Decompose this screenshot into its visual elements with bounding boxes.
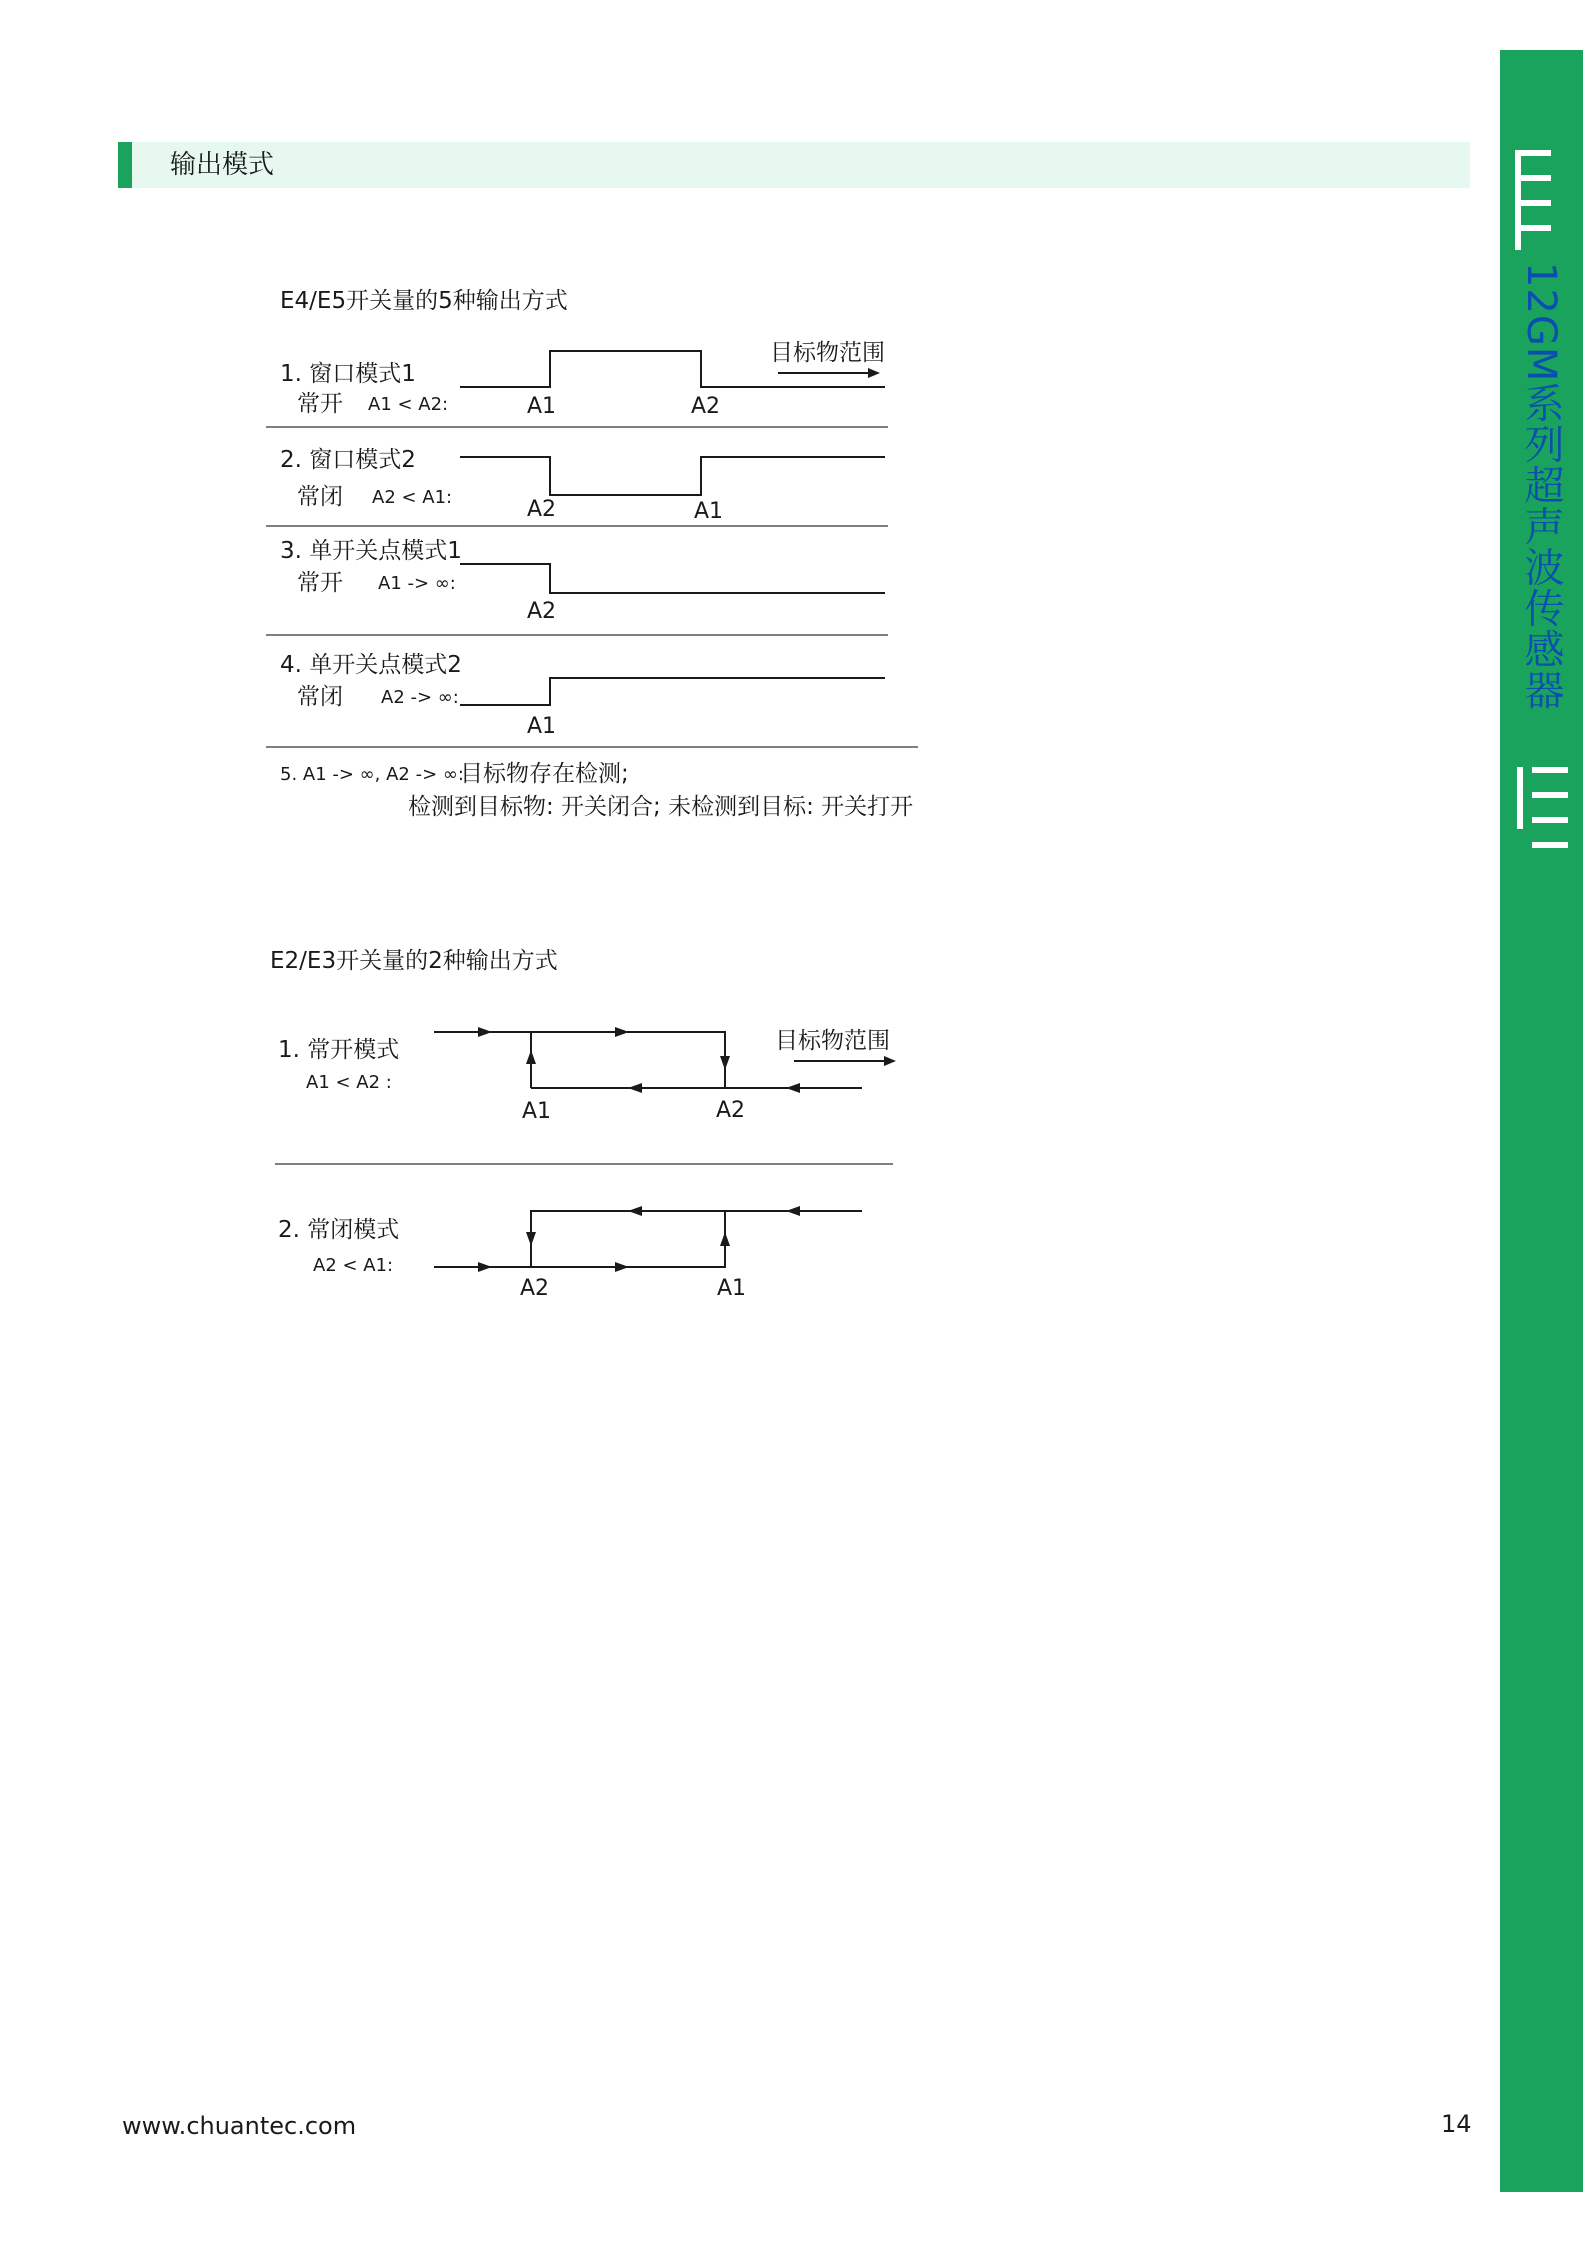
e45-mode4-label: 4. 单开关点模式2 [280,652,462,678]
e45-mode5-desc2: 检测到目标物: 开关闭合; 未检测到目标: 开关打开 [408,794,914,820]
e45-mode4-waveform [460,678,885,705]
side-bars-top-icon [1512,145,1572,255]
e45-mode4-state: 常闭 [297,684,343,710]
e45-mode4-cond: A2 -> ∞: [381,687,459,708]
e45-mode3-p1: A2 [527,599,557,624]
e23-title: E2/E3开关量的2种输出方式 [270,948,558,974]
e45-mode2-state: 常闭 [297,484,343,510]
e23-mode2-cond: A2 < A1: [313,1255,394,1276]
footer-url[interactable]: www.chuantec.com [122,2112,357,2140]
e45-mode3-waveform [460,564,885,593]
e23-mode1-arrows [478,1027,800,1093]
e45-mode1-p2: A2 [691,394,721,419]
side-bars-bottom-icon [1512,762,1572,872]
e45-mode1-state: 常开 [297,391,343,417]
e45-title: E4/E5开关量的5种输出方式 [280,288,568,314]
e45-mode4-p1: A1 [527,714,557,739]
e23-mode1-p1: A1 [522,1099,552,1124]
e45-mode3-cond: A1 -> ∞: [378,573,456,594]
e23-mode1-p2: A2 [716,1098,746,1123]
e23-mode2-p2: A1 [717,1276,747,1301]
e23-target-arrowhead [884,1056,896,1066]
e23-mode1-label: 1. 常开模式 [278,1037,400,1063]
e45-mode1-label: 1. 窗口模式1 [280,361,416,387]
e45-mode2-p1: A2 [527,497,557,522]
e45-target-arrowhead [868,368,880,378]
e23-target-label: 目标物范围 [775,1028,890,1054]
e45-target-label: 目标物范围 [770,340,885,366]
e23-mode2-label: 2. 常闭模式 [278,1217,400,1243]
side-title: 12GM系列超声波传感器 [1518,262,1564,711]
e45-mode3-state: 常开 [297,570,343,596]
section-title: 输出模式 [170,150,275,180]
e45-mode2-cond: A2 < A1: [372,487,453,508]
e45-mode1-cond: A1 < A2: [368,394,449,415]
e23-mode2-arrows [478,1206,800,1272]
e45-mode2-waveform [460,457,885,495]
e45-mode2-p2: A1 [694,499,724,524]
e23-mode2-hysteresis [434,1211,862,1267]
e45-mode5-cond: 5. A1 -> ∞, A2 -> ∞: [280,764,464,785]
e23-mode2-p1: A2 [520,1276,550,1301]
e45-mode2-label: 2. 窗口模式2 [280,447,416,473]
e45-mode3-label: 3. 单开关点模式1 [280,538,462,564]
e45-mode1-p1: A1 [527,394,557,419]
e23-mode1-cond: A1 < A2 : [306,1072,392,1093]
page-number: 14 [1441,2110,1472,2138]
e45-mode5-desc1: 目标物存在检测; [460,761,629,787]
